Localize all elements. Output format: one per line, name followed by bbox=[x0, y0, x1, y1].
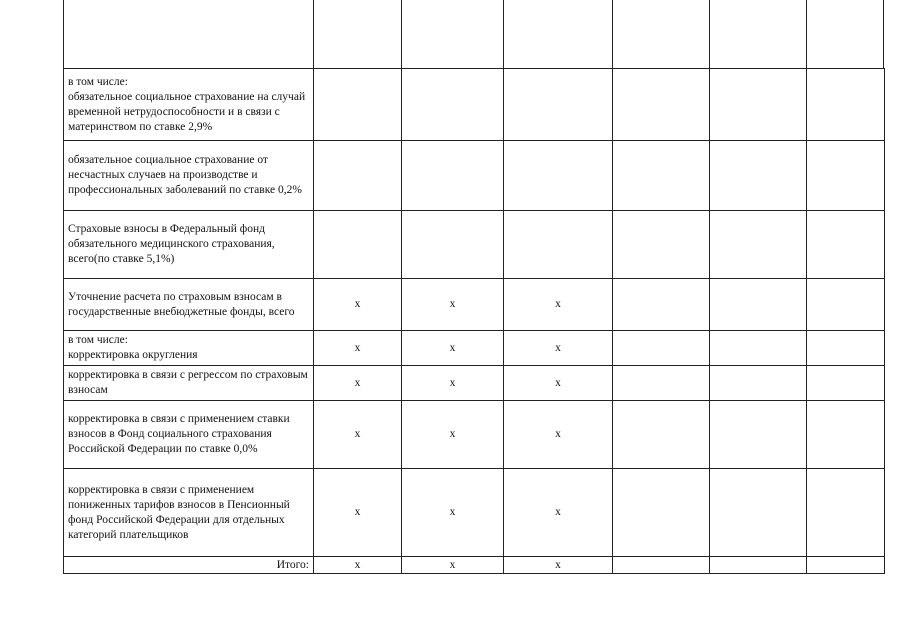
table-cell bbox=[807, 69, 885, 141]
table-cell bbox=[710, 557, 807, 574]
table-cell: x bbox=[314, 366, 402, 401]
row-label: обязательное социальное страхование от несчастных случаев на производстве и профессиональных заболеваний по ставке 0,2% bbox=[64, 141, 314, 211]
table-cell bbox=[807, 401, 885, 469]
table-cell bbox=[402, 211, 504, 279]
column-rule bbox=[313, 0, 314, 69]
table-cell: x bbox=[504, 469, 613, 557]
table-cell bbox=[710, 279, 807, 331]
table-cell bbox=[504, 69, 613, 141]
table-cell: x bbox=[402, 366, 504, 401]
table-cell bbox=[807, 366, 885, 401]
table-cell bbox=[613, 401, 710, 469]
table-cell: x bbox=[402, 557, 504, 574]
table-cell: x bbox=[504, 279, 613, 331]
table-cell bbox=[710, 469, 807, 557]
continued-column-rules bbox=[63, 0, 884, 69]
table-cell bbox=[613, 211, 710, 279]
row-label: Страховые взносы в Федеральный фонд обязательного медицинского страхования, всего(по ставке 5,1%) bbox=[64, 211, 314, 279]
total-row bbox=[64, 557, 885, 574]
table-cell bbox=[314, 211, 402, 279]
table-cell: x bbox=[314, 469, 402, 557]
row-label: в том числе: корректировка округления bbox=[64, 331, 314, 366]
table-cell bbox=[807, 331, 885, 366]
row-label: корректировка в связи с регрессом по страховым взносам bbox=[64, 366, 314, 401]
table-cell bbox=[314, 141, 402, 211]
table-cell bbox=[314, 69, 402, 141]
table-cell bbox=[504, 141, 613, 211]
table-cell bbox=[807, 469, 885, 557]
table-row bbox=[64, 69, 885, 141]
table-cell bbox=[710, 366, 807, 401]
total-label: Итого: bbox=[64, 557, 314, 574]
table-cell: x bbox=[402, 331, 504, 366]
table-cell bbox=[613, 279, 710, 331]
table-cell bbox=[613, 557, 710, 574]
table-cell bbox=[807, 279, 885, 331]
table-cell bbox=[613, 141, 710, 211]
column-rule bbox=[503, 0, 504, 69]
table-cell bbox=[710, 69, 807, 141]
row-label: корректировка в связи с применением ставки взносов в Фонд социального страхования Российской Федерации по ставке 0,0% bbox=[64, 401, 314, 469]
column-rule bbox=[401, 0, 402, 69]
table-cell bbox=[807, 557, 885, 574]
table-row bbox=[64, 141, 885, 211]
table-cell: x bbox=[504, 331, 613, 366]
table-cell: x bbox=[504, 401, 613, 469]
row-label: Уточнение расчета по страховым взносам в государственные внебюджетные фонды, всего bbox=[64, 279, 314, 331]
table-cell bbox=[710, 331, 807, 366]
table-cell bbox=[504, 211, 613, 279]
table-cell bbox=[402, 69, 504, 141]
table-row bbox=[64, 366, 885, 401]
table-cell bbox=[402, 141, 504, 211]
table-cell bbox=[710, 211, 807, 279]
table-row bbox=[64, 279, 885, 331]
table-cell bbox=[710, 401, 807, 469]
column-rule bbox=[806, 0, 807, 69]
contributions-table bbox=[63, 68, 885, 574]
table-row bbox=[64, 469, 885, 557]
table-cell: x bbox=[504, 557, 613, 574]
table-cell: x bbox=[314, 401, 402, 469]
column-rule bbox=[883, 0, 884, 69]
table-cell bbox=[613, 69, 710, 141]
table-cell bbox=[710, 141, 807, 211]
table-cell bbox=[613, 331, 710, 366]
table-cell bbox=[807, 211, 885, 279]
row-label: в том числе: обязательное социальное страхование на случай временной нетрудоспособности и в связи с материнством по ставке 2,9% bbox=[64, 69, 314, 141]
table-row bbox=[64, 211, 885, 279]
table-cell: x bbox=[504, 366, 613, 401]
table-cell: x bbox=[402, 469, 504, 557]
table-row bbox=[64, 401, 885, 469]
column-rule bbox=[709, 0, 710, 69]
table-cell: x bbox=[314, 279, 402, 331]
table-cell: x bbox=[314, 331, 402, 366]
row-label: корректировка в связи с применением пониженных тарифов взносов в Пенсионный фонд Российской Федерации для отдельных категорий плательщиков bbox=[64, 469, 314, 557]
table-cell bbox=[613, 366, 710, 401]
table-row bbox=[64, 331, 885, 366]
table-cell: x bbox=[402, 401, 504, 469]
table-cell bbox=[807, 141, 885, 211]
table-cell: x bbox=[314, 557, 402, 574]
column-rule bbox=[63, 0, 64, 69]
column-rule bbox=[612, 0, 613, 69]
table-cell: x bbox=[402, 279, 504, 331]
table-cell bbox=[613, 469, 710, 557]
